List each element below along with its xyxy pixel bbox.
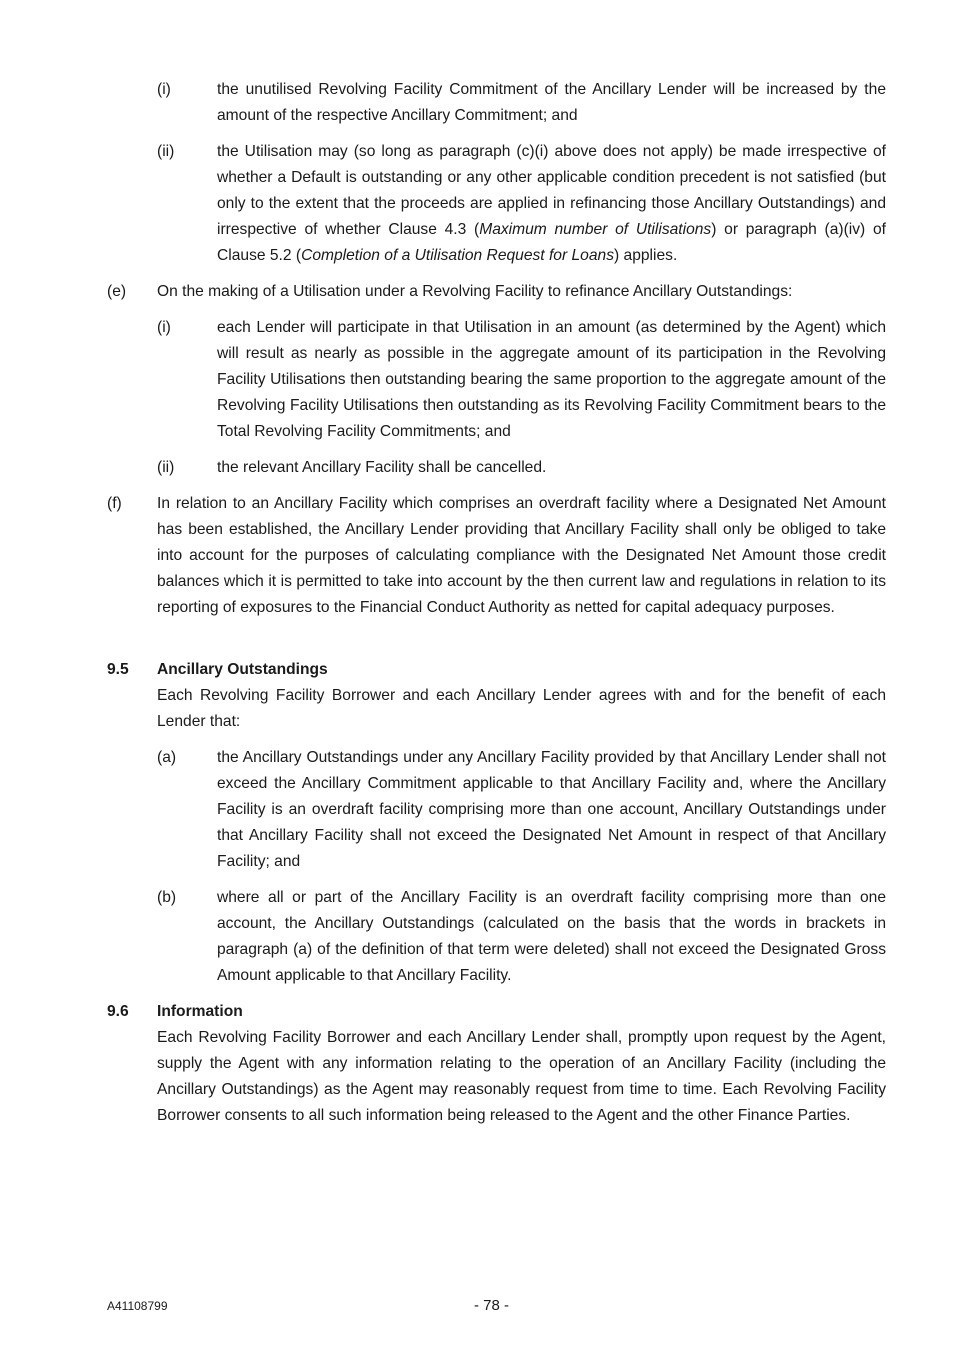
clause-d-item-ii xyxy=(157,139,886,269)
item-label: (a) xyxy=(157,749,177,766)
item-text: each Lender will participate in that Utilisation in an amount (as determined by the Agent) which will result as nearly as possible in the aggregate amount of its participation in the Revolving Facility Utilisations then outstanding bearing the same proportion to the aggregate amount of the Revolving Facility Utilisations then outstanding as its Revolving Facility Commitment bears to the Total Revolving Facility Commitments; and xyxy=(217,319,886,440)
document-reference: A41108799 xyxy=(107,1299,168,1313)
clause-text: On the making of a Utilisation under a Revolving Facility to refinance Ancillary Outstandings: xyxy=(157,283,793,300)
item-text: the Ancillary Outstandings under any Ancillary Facility provided by that Ancillary Lender shall not exceed the Ancillary Commitment applicable to that Ancillary Facility and, where the Ancillary Facility is an overdraft facility comprising more than one account, Ancillary Outstandings under that Ancillary Facility shall not exceed the Designated Net Amount in respect of that Ancillary Facility; and xyxy=(217,749,886,870)
clause-e-item-ii xyxy=(157,455,886,481)
item-text: where all or part of the Ancillary Facility is an overdraft facility comprising more than one account, the Ancillary Outstandings (calculated on the basis that the words in brackets in paragraph (a) of the definition of that term were deleted) shall not exceed the Designated Gross Amount applicable to that Ancillary Facility. xyxy=(217,889,886,984)
clause-text: In relation to an Ancillary Facility which comprises an overdraft facility where a Designated Net Amount has been established, the Ancillary Lender providing that Ancillary Facility shall only be obliged to take into account for the purposes of calculating compliance with the Designated Net Amount those credit balances which it is permitted to take into account by the then current law and regulations in relation to its reporting of exposures to the Financial Conduct Authority as netted for capital adequacy purposes. xyxy=(157,495,886,616)
item-label: (b) xyxy=(157,889,177,906)
clause-label: (f) xyxy=(107,495,122,512)
clause-d-item-i xyxy=(157,77,886,129)
section-9-6-text: Each Revolving Facility Borrower and each Ancillary Lender shall, promptly upon request by the Agent, supply the Agent with any information relating to the operation of an Ancillary Facility (including the Ancillary Outstandings) as the Agent may reasonably request from time to time. Each Revolving Facility Borrower consents to all such information being released to the Agent and the other Finance Parties. xyxy=(157,1029,886,1124)
clause-f xyxy=(107,491,886,621)
item-text: the relevant Ancillary Facility shall be cancelled. xyxy=(217,459,547,476)
clause-e xyxy=(107,279,886,305)
item-text-part: the Utilisation may (so long as paragraph (c)(i) above does not apply) be made irrespective of whether a Default is outstanding or any other applicable condition precedent is not satisfied (but only to the extent that the proceeds are applied in refinancing those Ancillary Outstandings) and irrespective of whether Clause 4.3 ( xyxy=(217,143,886,238)
item-label: (i) xyxy=(157,319,171,336)
section-9-5-item-a xyxy=(157,745,886,875)
clause-reference-title: Maximum number of Utilisations xyxy=(479,221,712,238)
item-label: (ii) xyxy=(157,143,175,160)
clause-label: (e) xyxy=(107,283,127,300)
item-label: (ii) xyxy=(157,459,175,476)
section-9-5-item-b xyxy=(157,885,886,989)
page-number: - 78 - xyxy=(473,1297,509,1314)
section-number: 9.6 xyxy=(107,1003,129,1020)
clause-e-item-i xyxy=(157,315,886,445)
section-title: Information xyxy=(157,1003,243,1020)
section-title: Ancillary Outstandings xyxy=(157,661,328,678)
section-number: 9.5 xyxy=(107,661,129,678)
section-9-5-intro: Each Revolving Facility Borrower and each Ancillary Lender agrees with and for the benefit of each Lender that: xyxy=(157,687,886,730)
item-text: the unutilised Revolving Facility Commitment of the Ancillary Lender will be increased by the amount of the respective Ancillary Commitment; and xyxy=(217,81,886,124)
clause-reference-title: Completion of a Utilisation Request for Loans xyxy=(301,247,614,264)
item-label: (i) xyxy=(157,81,171,98)
item-text xyxy=(217,139,886,269)
item-text-part: ) or paragraph (a)(iv) of Clause 5.2 ( xyxy=(217,221,886,264)
item-text-part: ) applies. xyxy=(614,247,678,264)
